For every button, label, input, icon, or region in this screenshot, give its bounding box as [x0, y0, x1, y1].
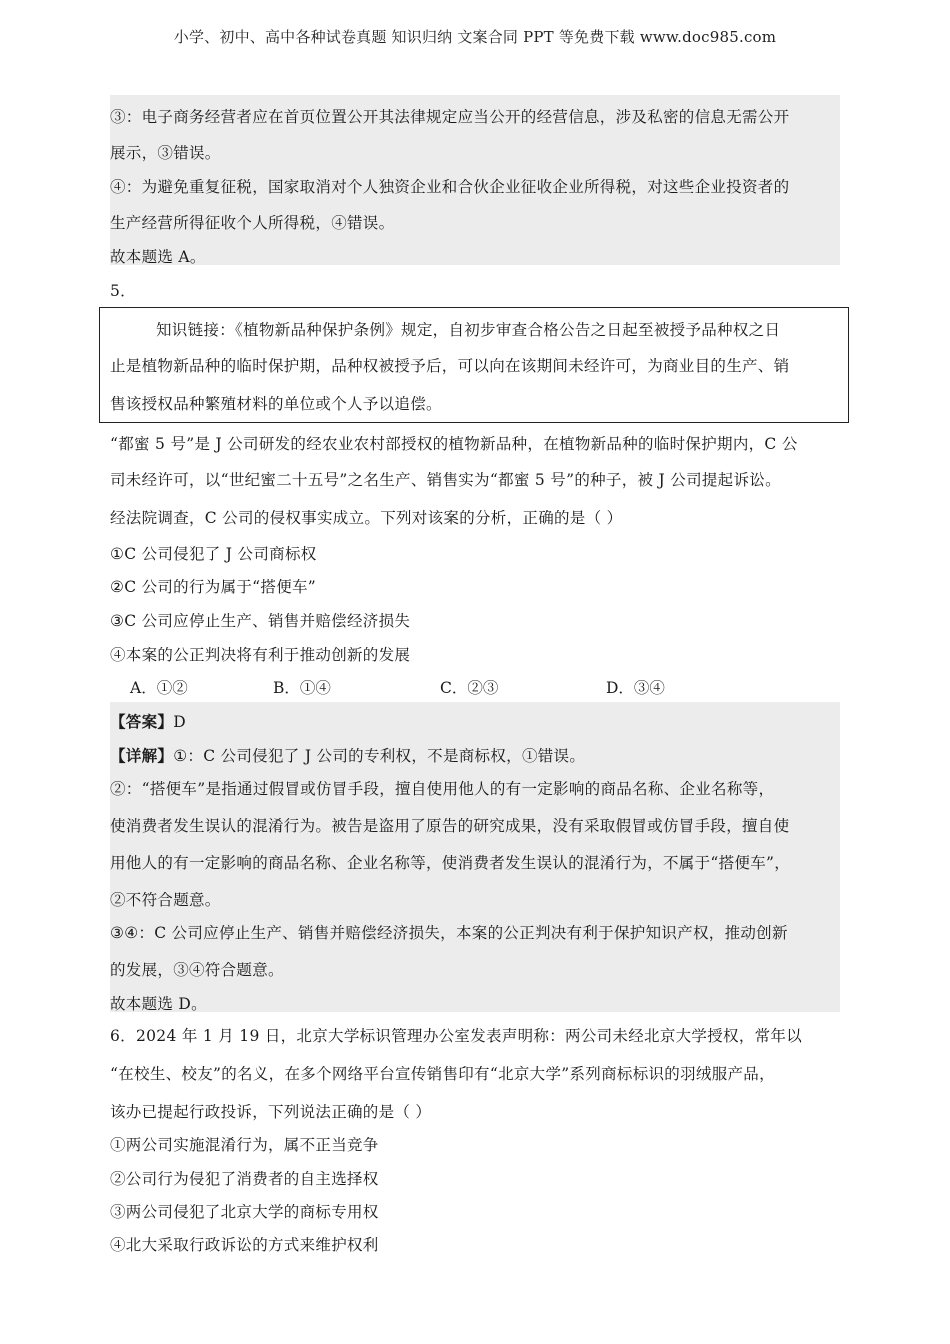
detail-line: 故本题选 D。 [110, 995, 207, 1013]
statement-item: ③两公司侵犯了北京大学的商标专用权 [110, 1203, 379, 1221]
option-c: C．②③ [440, 679, 499, 697]
box-line: 知识链接：《植物新品种保护条例》规定，自初步审查合格公告之日起至被授予品种权之日 [156, 321, 781, 339]
q5-answer-explanation [110, 702, 840, 1012]
statement-item: ④本案的公正判决将有利于推动创新的发展 [110, 646, 411, 664]
detail-line: 使消费者发生误认的混淆行为。被告是盗用了原告的研究成果，没有采取假冒或仿冒手段，擅自使 [110, 817, 790, 835]
detail-line: ②：“搭便车”是指通过假冒或仿冒手段，擅自使用他人的有一定影响的商品名称、企业名称等， [110, 780, 775, 798]
detail-line: 的发展，③④符合题意。 [110, 961, 284, 979]
detail-line: 用他人的有一定影响的商品名称、企业名称等，使消费者发生误认的混淆行为，不属于“搭便车”， [110, 854, 791, 872]
statement-item: ②公司行为侵犯了消费者的自主选择权 [110, 1170, 379, 1188]
box-line: 止是植物新品种的临时保护期，品种权被授予后，可以向在该期间未经许可，为商业目的生产、销 [110, 357, 790, 375]
explain-line: ③：电子商务经营者应在首页位置公开其法律规定应当公开的经营信息，涉及私密的信息无需公开 [110, 108, 790, 126]
explain-line: 故本题选 A。 [110, 248, 206, 266]
option-b: B．①④ [273, 679, 331, 697]
option-a: A．①② [130, 679, 188, 697]
page-header: 小学、初中、高中各种试卷真题 知识归纳 文案合同 PPT 等免费下载 www.doc985.com [173, 28, 777, 46]
stem-line: 经法院调查，C 公司的侵权事实成立。下列对该案的分析，正确的是（ ） [110, 509, 623, 527]
answer-tag: 【答案】 [110, 712, 174, 731]
statement-item: ②C 公司的行为属于“搭便车” [110, 578, 317, 596]
detail-line: ③④：C 公司应停止生产、销售并赔偿经济损失，本案的公正判决有利于保护知识产权，推动创新 [110, 924, 788, 942]
stem-line: “都蜜 5 号”是 J 公司研发的经农业农村部授权的植物新品种，在植物新品种的临时保护期内，C 公 [110, 435, 798, 453]
detail-tag: 【详解】 [110, 746, 174, 765]
question-number: 5． [110, 282, 136, 300]
box-line: 售该授权品种繁殖材料的单位或个人予以追偿。 [110, 395, 442, 413]
stem-line: 6．2024 年 1 月 19 日，北京大学标识管理办公室发表声明称：两公司未经北京大学授权，常年以 [110, 1027, 803, 1045]
statement-item: ④北大采取行政诉讼的方式来维护权利 [110, 1236, 379, 1254]
answer-value: D [173, 713, 186, 731]
explain-line: 展示，③错误。 [110, 144, 221, 162]
statement-item: ①两公司实施混淆行为，属不正当竞争 [110, 1136, 379, 1154]
detail-text: ①：C 公司侵犯了 J 公司的专利权，不是商标权，①错误。 [173, 747, 586, 765]
explain-line: ④：为避免重复征税，国家取消对个人独资企业和合伙企业征收企业所得税，对这些企业投资者的 [110, 178, 790, 196]
statement-item: ①C 公司侵犯了 J 公司商标权 [110, 545, 317, 563]
stem-line: 司未经许可，以“世纪蜜二十五号”之名生产、销售实为“都蜜 5 号”的种子，被 J 公司提起诉讼。 [110, 471, 781, 489]
detail-line [110, 744, 585, 766]
knowledge-link-box [99, 307, 849, 423]
q4-explanation [110, 95, 840, 265]
stem-line: 该办已提起行政投诉，下列说法正确的是（ ） [110, 1103, 432, 1121]
explain-line: 生产经营所得征收个人所得税，④错误。 [110, 214, 395, 232]
option-d: D．③④ [606, 679, 665, 697]
detail-line: ②不符合题意。 [110, 891, 221, 909]
statement-item: ③C 公司应停止生产、销售并赔偿经济损失 [110, 612, 411, 630]
stem-line: “在校生、校友”的名义，在多个网络平台宣传销售印有“北京大学”系列商标标识的羽绒服产品， [110, 1065, 775, 1083]
answer-line [110, 710, 186, 732]
